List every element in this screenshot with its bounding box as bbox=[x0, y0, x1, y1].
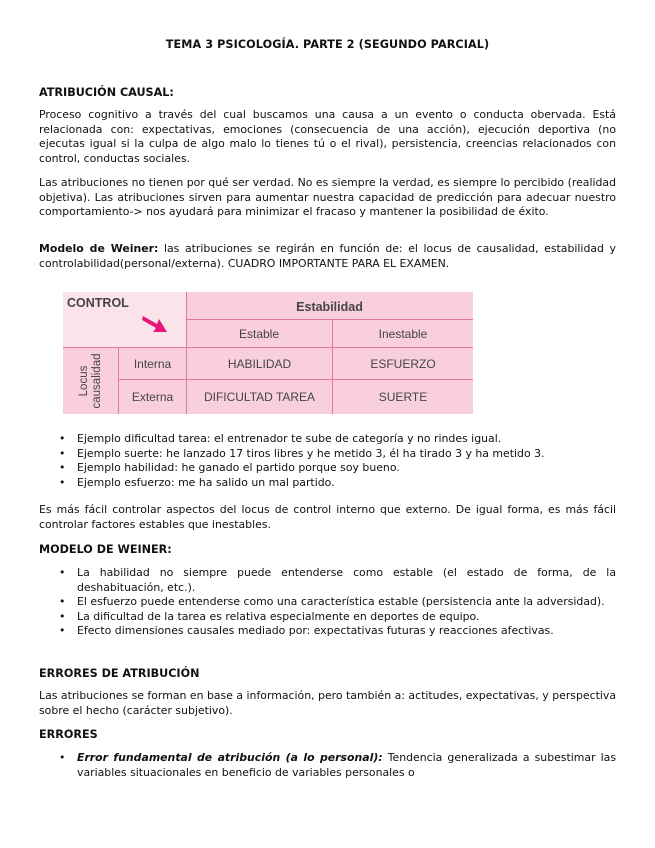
example-text: Ejemplo habilidad: he ganado el partido porque soy bueno. bbox=[77, 461, 400, 475]
weiner-table bbox=[63, 292, 473, 414]
internal-row-label: Interna bbox=[133, 356, 172, 371]
bullet-icon: • bbox=[59, 446, 66, 460]
example-text: Ejemplo dificultad tarea: el entrenador te sube de categoría y no rindes igual. bbox=[77, 432, 502, 445]
paragraph-locus-control: Es más fácil controlar aspectos del locus de control interno que externo. De igual forma, es más fácil controlar factores estables que inestables. bbox=[39, 503, 616, 531]
heading-modelo-weiner: MODELO DE WEINER: bbox=[39, 543, 172, 556]
bullet-text: El esfuerzo puede entenderse como una característica estable (persistencia ante la adversidad). bbox=[77, 595, 605, 609]
unstable-header: Inestable bbox=[378, 326, 428, 341]
bullet-text: La dificultad de la tarea es relativa especialmente en deportes de equipo. bbox=[77, 609, 480, 623]
cell-esfuerzo: ESFUERZO bbox=[370, 356, 436, 371]
list-item bbox=[39, 610, 616, 625]
control-label: CONTROL bbox=[67, 296, 129, 310]
list-item bbox=[39, 595, 616, 610]
list-item bbox=[39, 566, 616, 595]
bullet-icon: • bbox=[59, 475, 66, 489]
stability-header: Estabilidad bbox=[296, 299, 363, 314]
list-item bbox=[39, 476, 616, 491]
list-item bbox=[39, 624, 616, 639]
cell-dificultad-tarea: DIFICULTAD TAREA bbox=[203, 390, 316, 404]
paragraph-definition: Proceso cognitivo a través del cual buscamos una causa a un evento o conducta obervada. Está relacionada con: expectativas, emociones (consecuencia de una acción), ejecución deportiva (no ejecutas igual si la culpa de algo malo lo tienes tú o el rival), persistencia, creencias relacionados con control, conductas sociales. bbox=[39, 108, 616, 165]
causalidad-line: causalidad bbox=[91, 353, 103, 409]
example-text: Ejemplo esfuerzo: me ha salido un mal partido. bbox=[77, 475, 335, 489]
stable-header: Estable bbox=[238, 326, 280, 341]
modelo-weiner-text: las atribuciones se regirán en función de: el locus de causalidad, estabilidad y controlabilidad(personal/externa). CUADRO IMPORTANTE PARA EL EXAMEN. bbox=[39, 242, 616, 270]
example-text: Ejemplo suerte: he lanzado 17 tiros libres y he metido 3, él ha tirado 3 y ha metido 3. bbox=[77, 446, 545, 460]
cell-habilidad: HABILIDAD bbox=[227, 356, 292, 371]
list-item bbox=[39, 751, 616, 780]
bullet-icon: • bbox=[59, 595, 66, 609]
cell-suerte: SUERTE bbox=[378, 390, 428, 404]
locus-line: Locus bbox=[78, 365, 90, 397]
bullet-icon: • bbox=[59, 751, 66, 764]
bullet-text: Efecto dimensiones causales mediado por: expectativas futuras y reacciones afectivas. bbox=[77, 624, 554, 638]
heading-errores-atribucion: ERRORES DE ATRIBUCIÓN bbox=[39, 667, 200, 680]
paragraph-errores-atribucion: Las atribuciones se forman en base a información, pero también a: actitudes, expectativas, y perspectiva sobre el hecho (carácter subjetivo). bbox=[39, 689, 616, 717]
list-item bbox=[39, 447, 616, 462]
errores-bullets bbox=[39, 751, 616, 780]
bullet-text: La habilidad no siempre puede entenderse como estable (el estado de forma, de la deshabituación, etc.). bbox=[77, 566, 616, 594]
weiner-bullets bbox=[39, 566, 616, 639]
heading-errores: ERRORES bbox=[39, 728, 98, 741]
bullet-icon: • bbox=[59, 432, 66, 445]
list-item bbox=[39, 432, 616, 447]
error-fundamental-text: Tendencia generalizada a subestimar las variables situacionales en beneficio de variables personales o bbox=[77, 751, 616, 779]
bullet-icon: • bbox=[59, 566, 66, 579]
error-fundamental-label: Error fundamental de atribución (a lo personal): bbox=[77, 751, 383, 764]
bullet-icon: • bbox=[59, 609, 66, 623]
document-title: TEMA 3 PSICOLOGÍA. PARTE 2 (SEGUNDO PARCIAL) bbox=[165, 38, 490, 51]
paragraph-atribuciones: Las atribuciones no tienen por qué ser verdad. No es siempre la verdad, es siempre lo percibido (realidad objetiva). Las atribuciones sirven para aumentar nuestra capacidad de predicción para adecuar nuestro comportamiento-> nos ayudará para minimizar el fracaso y mantener la posibilidad de éxito. bbox=[39, 176, 616, 219]
paragraph-modelo-weiner bbox=[39, 242, 616, 271]
bullet-icon: • bbox=[59, 461, 66, 475]
heading-atribucion-causal: ATRIBUCIÓN CAUSAL: bbox=[39, 86, 174, 99]
examples-list bbox=[39, 432, 616, 490]
arrow-icon bbox=[141, 310, 171, 336]
list-item bbox=[39, 461, 616, 476]
locus-causalidad-label bbox=[67, 348, 115, 414]
modelo-weiner-label: Modelo de Weiner: bbox=[39, 242, 159, 255]
bullet-icon: • bbox=[59, 624, 66, 638]
external-row-label: Externa bbox=[131, 390, 174, 404]
